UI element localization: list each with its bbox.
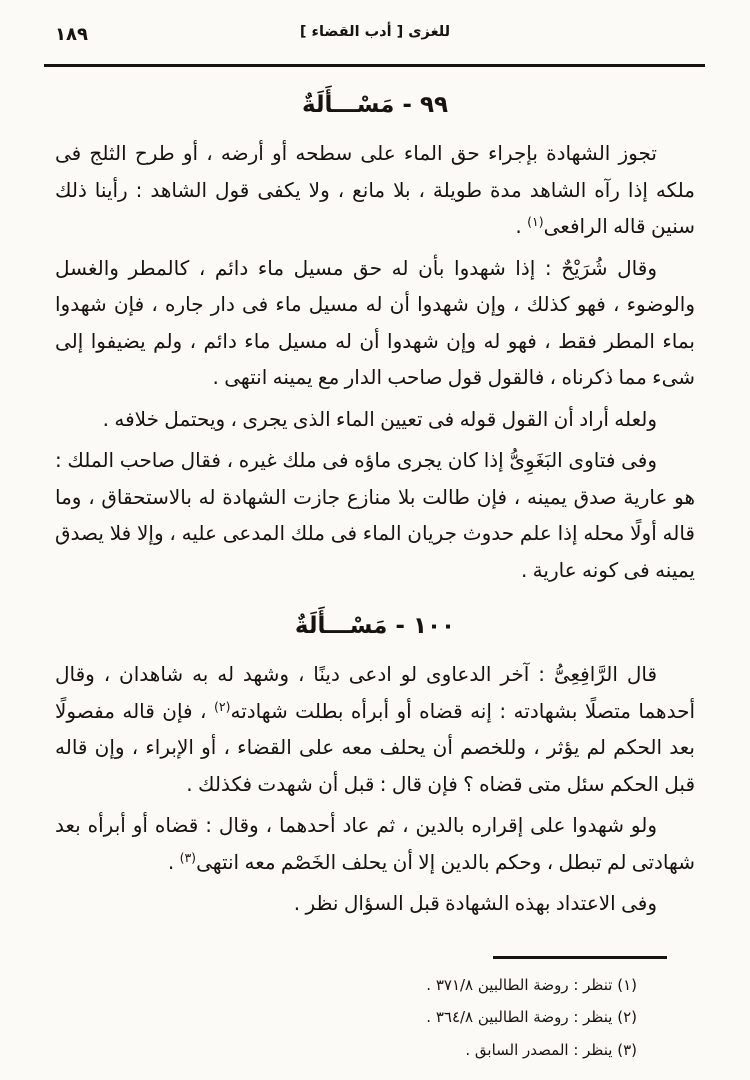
paragraph	[55, 401, 695, 438]
footnote-period: .	[426, 975, 432, 994]
footnote-label: (٣)	[612, 1040, 637, 1059]
paragraph	[55, 656, 695, 802]
footnote-lines	[55, 969, 695, 1067]
footnote-ref-marker: (١)	[527, 214, 544, 229]
footnote-period: .	[465, 1040, 471, 1059]
footnote-line	[55, 969, 637, 1002]
footnote-label: (٢)	[612, 1008, 637, 1026]
footnote-label: (١)	[612, 975, 637, 994]
book-title-bracketed: [ أدب القضاء ]	[299, 24, 404, 40]
paragraph-text: ، فإن قاله مفصولًا بعد الحكم لم يؤثر ، وللخصم أن يحلف معه على القضاء ، أو الإبراء ، وإن قاله قبل الحكم سئل متى قضاه ؟ فإن قال : قبل أن شهدت فكذلك .	[55, 698, 695, 796]
footnote-volume-page: ٣٧١/٨	[435, 975, 474, 994]
paragraph	[55, 885, 695, 922]
paragraph-text: قال الرَّافِعِىُّ : آخر الدعاوى لو ادعى دينًا ، وشهد له به شاهدان ، وقال أحدهما متصلًا بشهادته : إنه قضاه أو أبرأه بطلت شهادته	[55, 662, 696, 723]
footnote-ref-marker: (٢)	[213, 698, 231, 714]
running-head	[55, 24, 695, 50]
paragraph-text: تجوز الشهادة بإجراء حق الماء على سطحه أو أرضه ، أو طرح الثلج فى ملكه إذا رآه الشاهد مدة طويلة ، بلا مانع ، ولا يكفى قول الشاهد : رأينا ذلك سنين قاله الرافعى	[55, 141, 695, 238]
footnote-line	[55, 1001, 637, 1034]
footnote-separator	[493, 956, 667, 959]
footnote-text: ينظر : روضة الطالبين	[473, 1008, 613, 1026]
paragraph	[55, 135, 695, 245]
footnote-period: .	[426, 1008, 432, 1026]
paragraph	[55, 250, 695, 396]
footnote-line	[55, 1034, 637, 1067]
paragraph-text: وفى فتاوى البَغَوِىُّ إذا كان يجرى ماؤه فى ملك غيره ، فقال صاحب الملك : هو عارية صدق يمينه ، فإن طالت بلا منازع جازت الشهادة له بالاستحقاق ، وما قاله أولًا محله إذا علم حدوث جريان الماء فى ملك المدعى عليه ، وإلا فلا يصدق يمينه فى كونه عارية .	[55, 448, 695, 582]
footnote-ref-marker: (٣)	[179, 849, 197, 865]
section-body	[55, 135, 695, 588]
book-author: للغزى	[408, 24, 451, 40]
header-rule	[44, 64, 705, 67]
book-title	[0, 24, 750, 40]
footnote-volume-page: ٣٦٤/٨	[435, 1008, 474, 1026]
paragraph-text: .	[515, 214, 528, 238]
section-100	[55, 613, 695, 922]
page-number: ١٨٩	[55, 24, 88, 45]
paragraph-text: وقال شُرَيْحٌ : إذا شهدوا بأن له حق مسيل ماء دائم ، كالمطر والغسل والوضوء ، فهو كذلك ، وإن شهدوا أن له مسيل ماء فى دار جاره ، فإن شهدوا بماء المطر فقط ، فهو له وإن شهدوا أن له مسيل ماء دائم ، ولم يضيفوا إلى شىء مما ذكرناه ، فالقول قول صاحب الدار مع يمينه انتهى .	[55, 255, 695, 389]
section-heading: ٩٩ - مَسْـــأَلَةٌ	[301, 92, 449, 118]
section-heading: ١٠٠ - مَسْـــأَلَةٌ	[294, 613, 456, 639]
section-99	[55, 92, 695, 588]
section-body	[55, 656, 695, 922]
paragraph-text: ولو شهدوا على إقراره بالدين ، ثم عاد أحدهما ، وقال : قضاه أو أبرأه بعد شهادتى لم تبطل ، وحكم بالدين إلا أن يحلف الخَصْم معه انتهى	[55, 813, 695, 874]
footnote-area	[55, 956, 695, 1066]
paragraph-text: وفى الاعتداد بهذه الشهادة قبل السؤال نظر .	[293, 891, 657, 915]
paragraph	[55, 442, 695, 588]
footnote-text: ينظر : المصدر السابق	[470, 1040, 613, 1059]
paragraph	[55, 807, 695, 880]
paragraph-text: ولعله أراد أن القول قوله فى تعيين الماء الذى يجرى ، ويحتمل خلافه .	[102, 406, 657, 431]
footnote-text: تنظر : روضة الطالبين	[473, 975, 613, 994]
paragraph-text: .	[167, 849, 180, 874]
